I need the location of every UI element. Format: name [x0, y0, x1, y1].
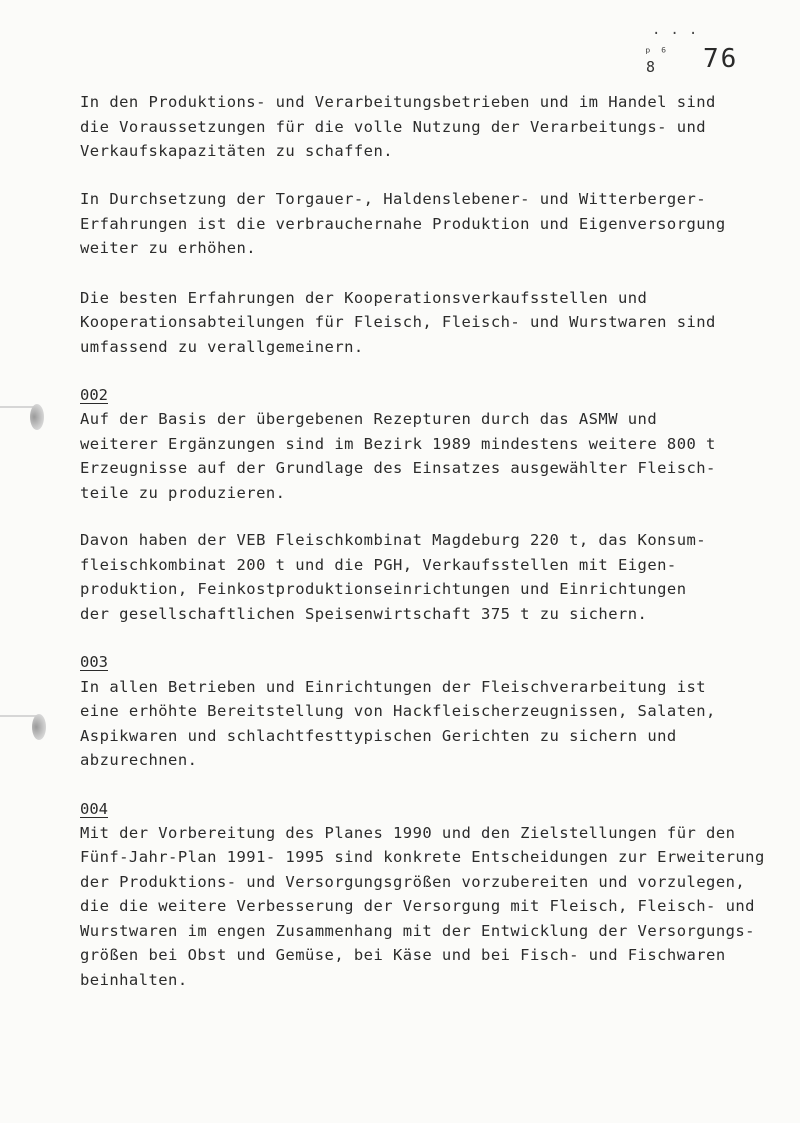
text-line: Wurstwaren im engen Zusammenhang mit der Entwicklung der Versorgungs- [80, 922, 755, 940]
section-number: 004 [80, 800, 108, 818]
text-line: die Voraussetzungen für die volle Nutzung der Verarbeitungs- und [80, 118, 707, 136]
page-number: 76 [703, 44, 739, 74]
text-line: größen bei Obst und Gemüse, bei Käse und bei Fisch- und Fischwaren [80, 946, 726, 964]
text-line: Erfahrungen ist die verbrauchernahe Produktion und Eigenversorgung [80, 215, 726, 233]
text-line: umfassend zu verallgemeinern. [80, 338, 364, 356]
text-line: weiter zu erhöhen. [80, 239, 257, 257]
header-sub-number: 8 [646, 58, 656, 76]
text-line: abzurechnen. [80, 751, 198, 769]
text-line: In den Produktions- und Verarbeitungsbetrieben und im Handel sind [80, 93, 716, 111]
text-line: der gesellschaftlichen Speisenwirtschaft 375 t zu sichern. [80, 605, 648, 623]
text-line: In allen Betrieben und Einrichtungen der Fleischverarbeitung ist [80, 678, 707, 696]
punch-hole-shadow [0, 715, 38, 717]
text-line: teile zu produzieren. [80, 484, 286, 502]
header-small-mark: ᵖ ⁶ [644, 46, 668, 61]
punch-hole-shadow [0, 406, 36, 408]
header-dots: ... [652, 22, 708, 38]
text-line: Aspikwaren und schlachtfesttypischen Gerichten zu sichern und [80, 727, 677, 745]
text-line: In Durchsetzung der Torgauer-, Haldenslebener- und Witterberger- [80, 190, 707, 208]
text-line: eine erhöhte Bereitstellung von Hackfleischerzeugnissen, Salaten, [80, 702, 716, 720]
text-line: Die besten Erfahrungen der Kooperationsverkaufsstellen und [80, 289, 648, 307]
text-line: Kooperationsabteilungen für Fleisch, Fleisch- und Wurstwaren sind [80, 313, 716, 331]
punch-hole-icon [32, 714, 46, 740]
text-line: Mit der Vorbereitung des Planes 1990 und den Zielstellungen für den [80, 824, 736, 842]
text-line: produktion, Feinkostproduktionseinrichtungen und Einrichtungen [80, 580, 687, 598]
text-line: Auf der Basis der übergebenen Rezepturen durch das ASMW und [80, 410, 658, 428]
text-line: beinhalten. [80, 971, 188, 989]
section-number: 002 [80, 386, 108, 404]
text-line: Davon haben der VEB Fleischkombinat Magdeburg 220 t, das Konsum- [80, 531, 707, 549]
text-line: weiterer Ergänzungen sind im Bezirk 1989 mindestens weitere 800 t [80, 435, 716, 453]
text-line: die die weitere Verbesserung der Versorgung mit Fleisch, Fleisch- und [80, 897, 755, 915]
text-line: Erzeugnisse auf der Grundlage des Einsatzes ausgewählter Fleisch- [80, 459, 716, 477]
text-line: der Produktions- und Versorgungsgrößen vorzubereiten und vorzulegen, [80, 873, 746, 891]
punch-hole-icon [30, 404, 44, 430]
text-line: Verkaufskapazitäten zu schaffen. [80, 142, 394, 160]
text-line: fleischkombinat 200 t und die PGH, Verkaufsstellen mit Eigen- [80, 556, 677, 574]
text-line: Fünf-Jahr-Plan 1991- 1995 sind konkrete Entscheidungen zur Erweiterung [80, 848, 765, 866]
section-number: 003 [80, 653, 108, 671]
